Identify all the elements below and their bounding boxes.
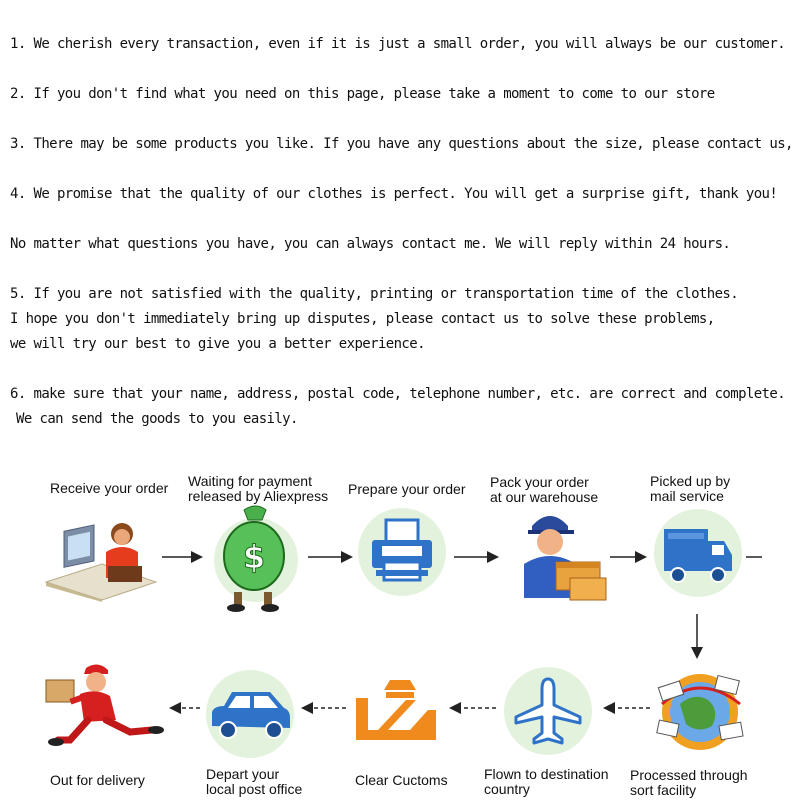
step-flown-label: Flown to destination country	[484, 766, 609, 797]
step-receive-order-label: Receive your order	[50, 480, 169, 496]
note-5-line-2: I hope you don't immediately bring up disputes, please contact us to solve these problems,	[10, 311, 715, 327]
step-waiting-payment-label: Waiting for payment released by Aliexpress	[188, 473, 329, 504]
flow-arrows	[0, 460, 800, 800]
step-customs-label: Clear Cuctoms	[355, 772, 448, 788]
step-post-office-label: Depart your local post office	[206, 766, 303, 797]
note-1: 1. We cherish every transaction, even if it is just a small order, you will always be our customer.	[10, 36, 786, 52]
step-out-for-delivery-label: Out for delivery	[50, 772, 145, 788]
note-4: 4. We promise that the quality of our clothes is perfect. You will get a surprise gift, thank you!	[10, 186, 778, 202]
step-prepare-order-label: Prepare your order	[348, 481, 466, 497]
shipping-process-diagram	[0, 460, 800, 800]
note-3: 3. There may be some products you like. If you have any questions about the size, please contact us,	[10, 136, 793, 152]
step-picked-up-label: Picked up by mail service	[650, 473, 731, 504]
note-5: 5. If you are not satisfied with the quality, printing or transportation time of the clothes.	[10, 286, 739, 302]
step-sort-facility-label: Processed through sort facility	[630, 767, 748, 798]
note-5-line-3: we will try our best to give you a better experience.	[10, 336, 425, 352]
note-2: 2. If you don't find what you need on this page, please take a moment to come to our store	[10, 86, 715, 102]
note-6-line-2: We can send the goods to you easily.	[16, 411, 298, 427]
svg-text:$: $	[242, 538, 266, 576]
note-contact: No matter what questions you have, you can always contact me. We will reply within 24 hours.	[10, 236, 731, 252]
step-pack-order-label: Pack your order at our warehouse	[490, 474, 599, 505]
note-6: 6. make sure that your name, address, postal code, telephone number, etc. are correct and complete.	[10, 386, 786, 402]
